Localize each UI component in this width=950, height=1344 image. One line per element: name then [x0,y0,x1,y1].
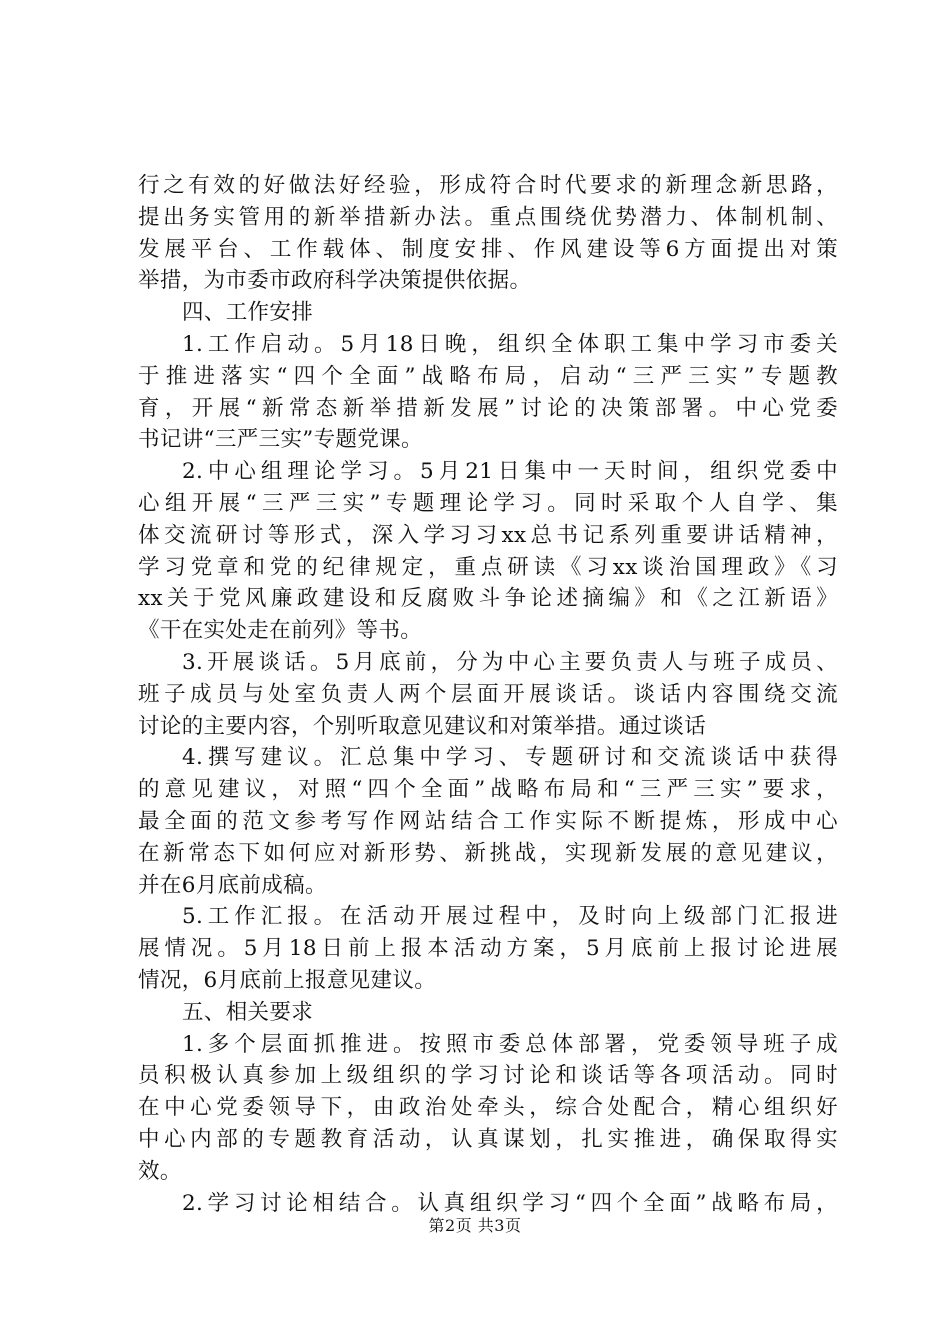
text-line: 1.工作启动。5月18日晚，组织全体职工集中学习市委关 [182,331,838,357]
text-line: 提出务实管用的新举措新办法。重点围绕优势潜力、体制机制、 [138,204,838,230]
document-body [138,170,838,1219]
text-line: 讨论的主要内容，个别听取意见建议和对策举措。通过谈话 [138,713,707,739]
text-line: 员积极认真参加上级组织的学习讨论和谈话等各项活动。同时 [138,1063,838,1089]
text-line: 《干在实处走在前列》等书。 [138,618,423,644]
text-line: 发展平台、工作载体、制度安排、作风建设等6方面提出对策 [138,236,838,262]
text-line: 在中心党委领导下，由政治处牵头，综合处配合，精心组织好 [138,1095,838,1121]
text-line: 班子成员与处室负责人两个层面开展谈话。谈话内容围绕交流 [138,681,838,707]
text-line: 1.多个层面抓推进。按照市委总体部署，党委领导班子成 [182,1031,838,1057]
section-heading: 五、相关要求 [182,999,314,1025]
text-line: 心组开展“三严三实”专题理论学习。同时采取个人自学、集 [138,490,838,516]
text-line: 最全面的范文参考写作网站结合工作实际不断提炼，形成中心 [138,808,838,834]
text-line: 4.撰写建议。汇总集中学习、专题研讨和交流谈话中获得 [182,745,838,771]
text-line: 3.开展谈话。5月底前，分为中心主要负责人与班子成员、 [182,649,838,675]
section-heading: 四、工作安排 [182,300,314,326]
text-line: 中心内部的专题教育活动，认真谋划，扎实推进，确保取得实 [138,1126,838,1152]
text-line: 书记讲“三严三实”专题党课。 [138,427,423,453]
text-line: 2.学习讨论相结合。认真组织学习“四个全面”战略布局， [182,1190,838,1216]
text-line: 情况，6月底前上报意见建议。 [138,967,437,993]
text-line: 体交流研讨等形式，深入学习习xx总书记系列重要讲话精神， [138,522,838,548]
page-number-footer: 第2页 共3页 [428,1216,522,1235]
text-line: 的意见建议，对照“四个全面”战略布局和“三严三实”要求， [138,777,838,803]
text-line: 5.工作汇报。在活动开展过程中，及时向上级部门汇报进 [182,904,838,930]
text-line: 行之有效的好做法好经验，形成符合时代要求的新理念新思路， [138,173,838,198]
text-line: 育，开展“新常态新举措新发展”讨论的决策部署。中心党委 [138,395,838,421]
text-line: 并在6月底前成稿。 [138,872,327,898]
text-line: 2.中心组理论学习。5月21日集中一天时间，组织党委中 [182,459,838,485]
text-line: xx关于党风廉政建设和反腐败斗争论述摘编》和《之江新语》 [138,586,838,612]
text-line: 举措，为市委市政府科学决策提供依据。 [138,268,532,294]
text-line: 在新常态下如何应对新形势、新挑战，实现新发展的意见建议， [138,840,838,866]
text-line: 效。 [138,1158,182,1184]
text-line: 学习党章和党的纪律规定，重点研读《习xx谈治国理政》《习 [138,554,838,580]
text-line: 于推进落实“四个全面”战略布局，启动“三严三实”专题教 [138,363,838,389]
text-line: 展情况。5月18日前上报本活动方案，5月底前上报讨论进展 [138,936,838,962]
